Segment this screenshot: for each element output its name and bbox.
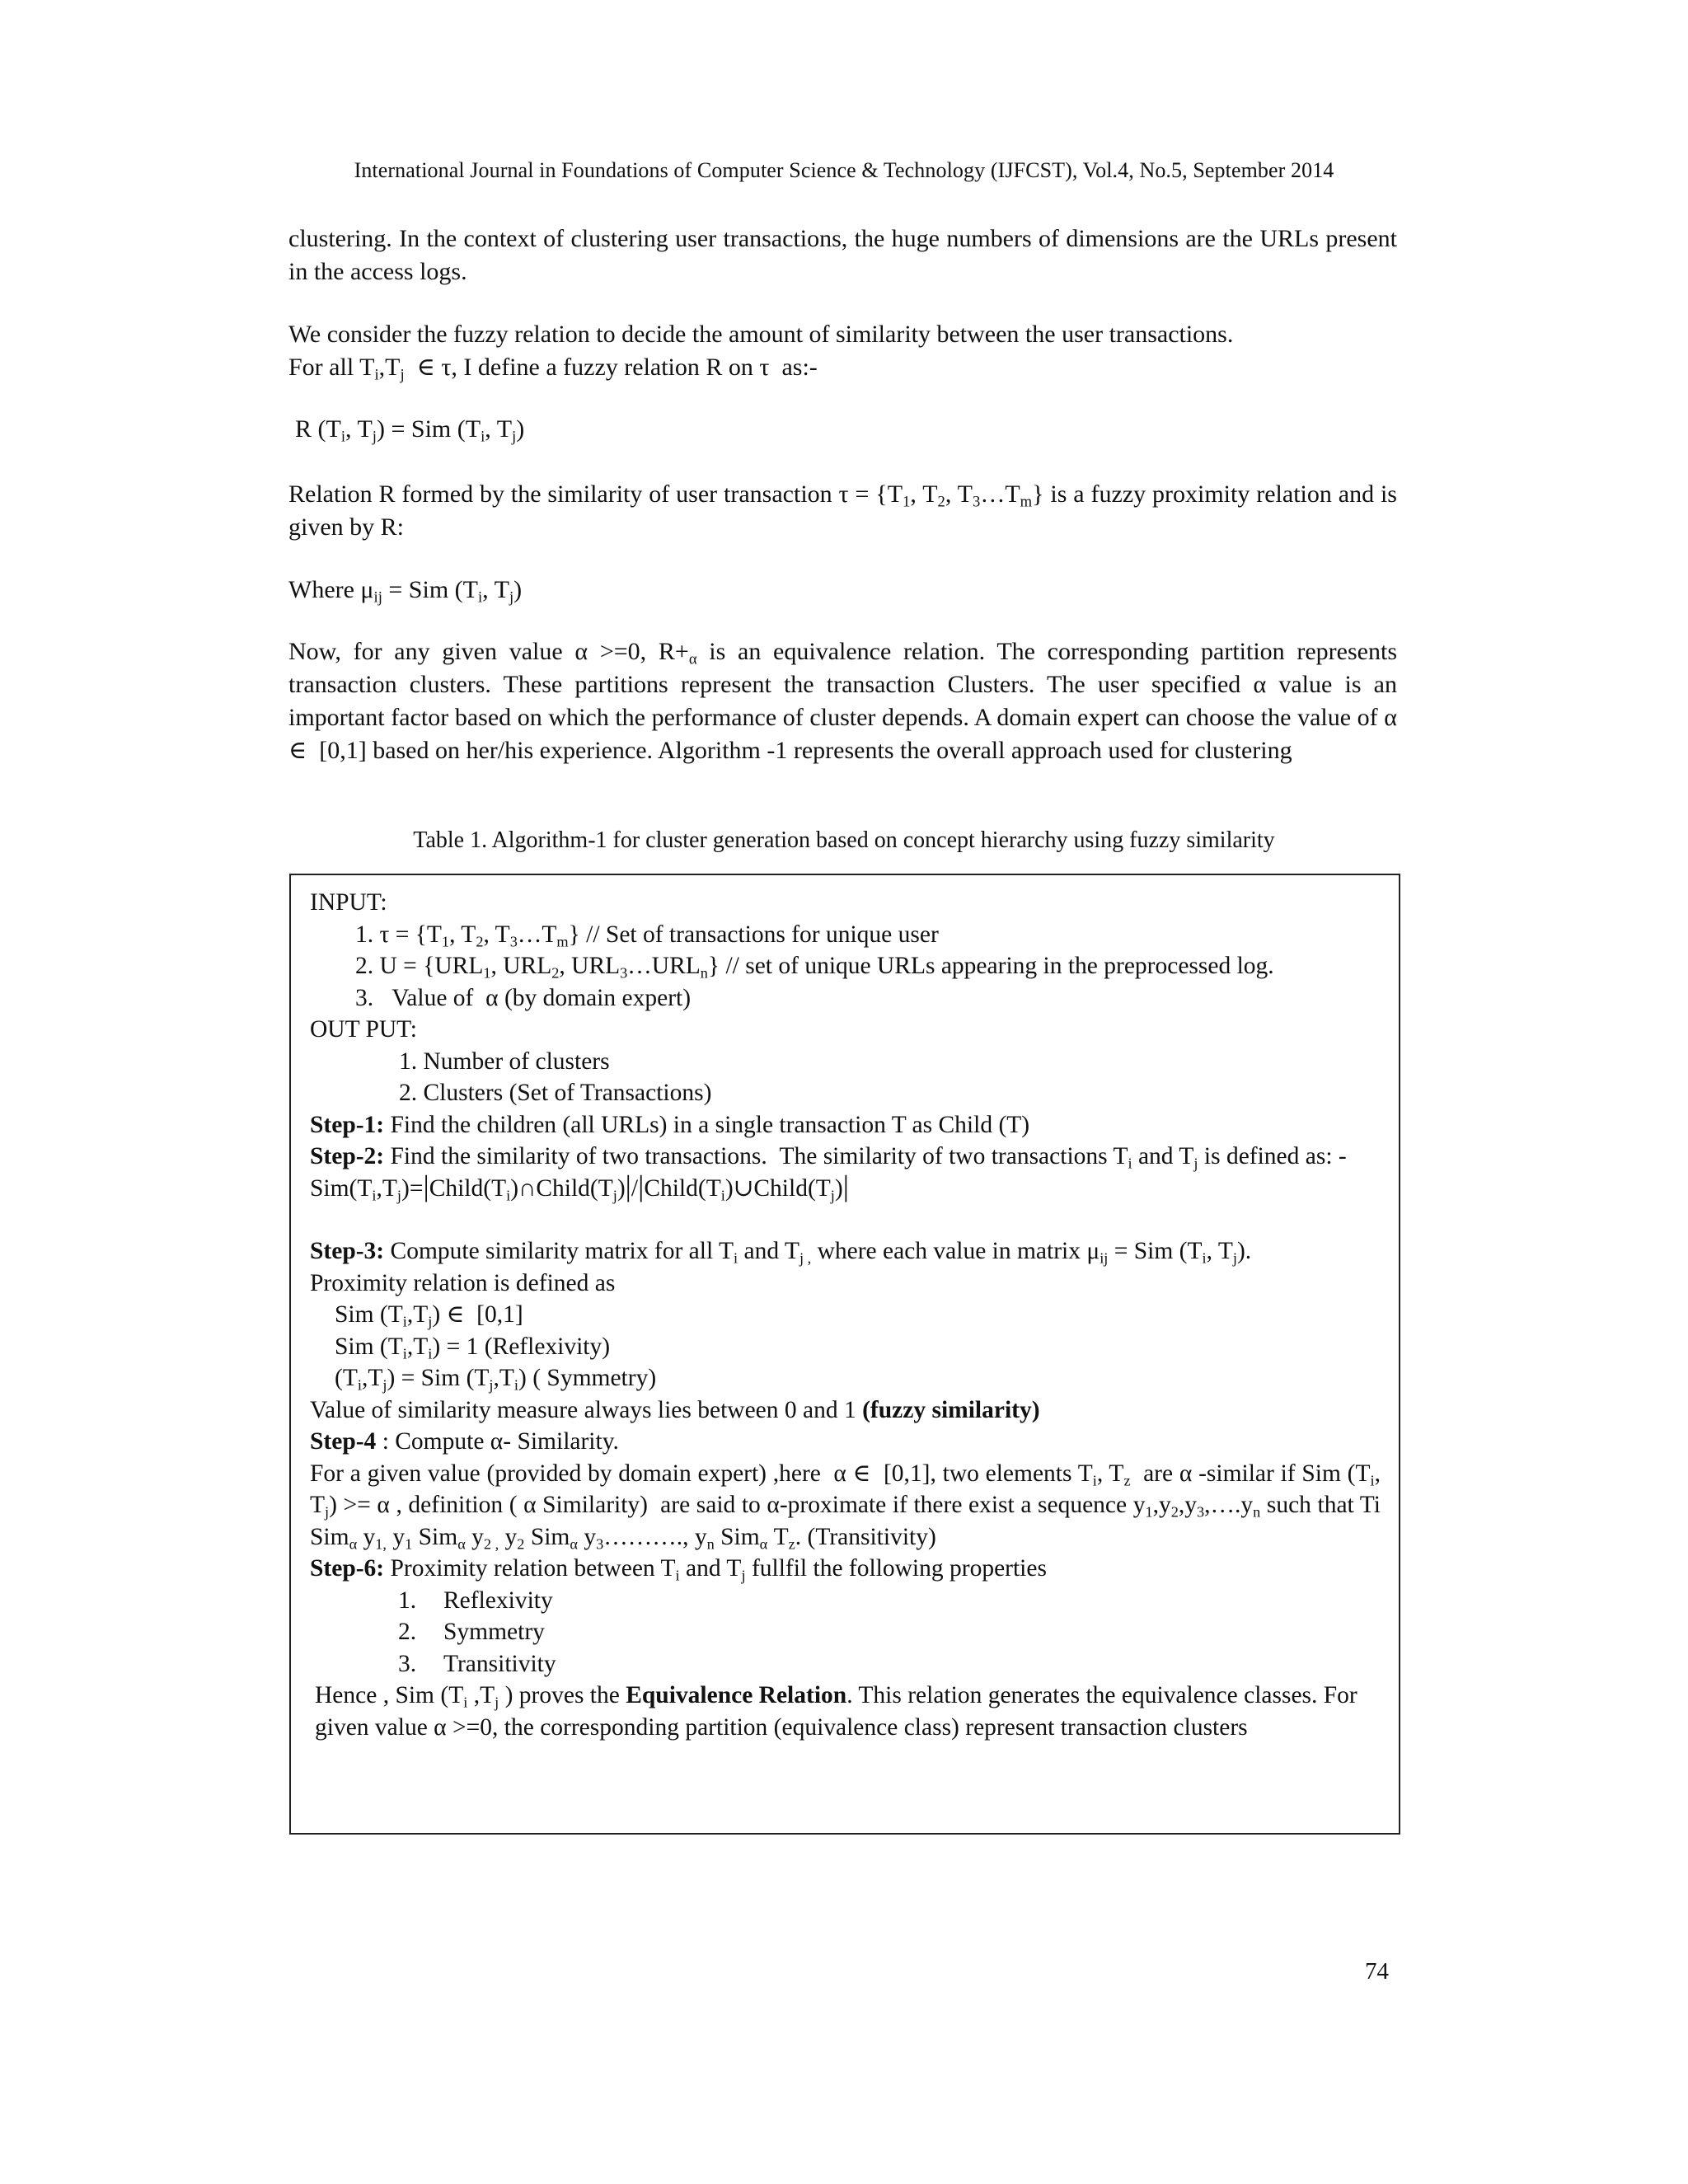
input-item-1: 1. $\tau = \{T_1$, $T_2$, $T_3\dots T_m$} // Set of transactions for unique user <box>355 921 939 949</box>
fuzzy-relation-line-2: For all $T_i,T_j$ ∈ τ, I define a fuzzy relation R on τ as:- <box>288 354 818 384</box>
property-item: 2. Symmetry <box>398 1619 545 1645</box>
property-range: Sim $(T_i,T_j)$ ∈ [0,1] <box>335 1301 523 1330</box>
input-item-2: 2. $U = \{URL_1$, $URL_2$, $URL_3\dots URL_n$} // set of unique URLs appearing in the preprocessed log. <box>355 953 1274 982</box>
mu-formula: Where $\mu_{ij}$ = Sim ($T_i$, $T_j$) <box>288 576 523 607</box>
step-2: Step-2: Find the similarity of two transactions. The similarity of two transactions $T_i$ and $T_j$ is defined as: - <box>310 1143 1347 1172</box>
property-item: 3. Transitivity <box>398 1650 556 1677</box>
page-header: International Journal in Foundations of Computer Science & Technology (IJFCST), Vol.4, No.5, September 2014 <box>354 158 1334 182</box>
step-4: Step-4 : Compute α- Similarity. <box>310 1428 619 1455</box>
paragraph-equivalence: Now, for any given value α >=0, $R+_\alpha$ is an equivalence relation. The corresponding partition represents transaction clusters. These partitions represent the transaction Clusters. The user specified α value is an important factor based on which the performance of cluster depends. A domain expert can choose the value of α ∈ [0,1] based on her/his experience. Algorithm -1 represents the overall approach used for clustering <box>288 638 1397 764</box>
step-6: Step-6: Proximity relation between $T_i$ and $T_j$ fullfil the following properties <box>310 1555 1047 1584</box>
output-label: OUT PUT: <box>310 1016 417 1043</box>
algorithm-box <box>289 874 1400 1835</box>
property-symmetry: $(T_i,T_j)$ = Sim $(T_j,T_i)$ ( Symmetry) <box>335 1365 657 1394</box>
input-label: INPUT: <box>310 889 387 916</box>
page-number: 74 <box>1365 1958 1389 1985</box>
paragraph-fuzzy-relation <box>288 318 1397 384</box>
paragraph-clustering-context: clustering. In the context of clustering user transactions, the huge numbers of dimensions are the URLs present in the access logs. <box>288 225 1397 285</box>
fuzzy-relation-line-1: We consider the fuzzy relation to decide the amount of similarity between the user transactions. <box>288 321 1234 348</box>
output-item-2: 2. Clusters (Set of Transactions) <box>399 1080 712 1106</box>
alpha-similarity-definition: For a given value (provided by domain expert) ,here α ∈ [0,1], two elements $T_i$, $T_z$ are α -similar if Sim ($T_i$, $T_j) >= \alpha$ , definition ( α Similarity) are said to α-proximate if there exist a sequence $y_1,y_2,y_3,\dots.y_n$ such that Ti Sim$_\alpha$ $y_{1,}$ $y_1$ Sim$_\alpha$ $y_{2 ,}$ $y_2$ Sim$_\alpha$ $y_3\dots\dots\dots$., $y_n$ Sim$_\alpha$ $T_z$. (Transitivity) <box>310 1460 1381 1552</box>
output-item-1: 1. Number of clusters <box>399 1047 610 1075</box>
similarity-formula: $Sim(T_i,T_j)=|Child(T_i)\cap Child(T_j)|/|Child(T_i)\cup Child(T_j)|$ <box>310 1169 849 1203</box>
properties-list <box>310 1585 1381 1680</box>
proximity-definition: Proximity relation is defined as <box>310 1269 616 1296</box>
relation-formula: R ($T_i$, $T_j$) = Sim ($T_i$, $T_j$) <box>295 415 525 446</box>
step-3: Step-3: Compute similarity matrix for all $T_i$ and $T_{j ,}$ where each value in matrix $\mu_{ij}$ = Sim ($T_i$, $T_j$). <box>310 1238 1252 1267</box>
input-item-3: 3. Value of α (by domain expert) <box>355 984 692 1011</box>
table-caption: Table 1. Algorithm-1 for cluster generation based on concept hierarchy using fuzzy similarity <box>413 827 1275 853</box>
property-reflexivity: Sim $(T_i,T_i) = 1$ (Reflexivity) <box>335 1333 611 1361</box>
value-range-line: Value of similarity measure always lies between 0 and 1 (fuzzy similarity) <box>310 1396 1040 1423</box>
property-item: 1. Reflexivity <box>398 1586 553 1614</box>
paragraph-proximity-relation: Relation R formed by the similarity of user transaction $\tau = \{T_1$, $T_2$, $T_3\dots T_m$} is a fuzzy proximity relation and is given by R: <box>288 480 1397 541</box>
conclusion: Hence , Sim ($T_i$ $,T_j$ ) proves the Equivalence Relation. This relation generates the equivalence classes. For given value α >=0, the corresponding partition (equivalence class) represent transaction clusters <box>315 1682 1357 1741</box>
step-1: Step-1: Find the children (all URLs) in a single transaction T as Child (T) <box>310 1111 1030 1138</box>
